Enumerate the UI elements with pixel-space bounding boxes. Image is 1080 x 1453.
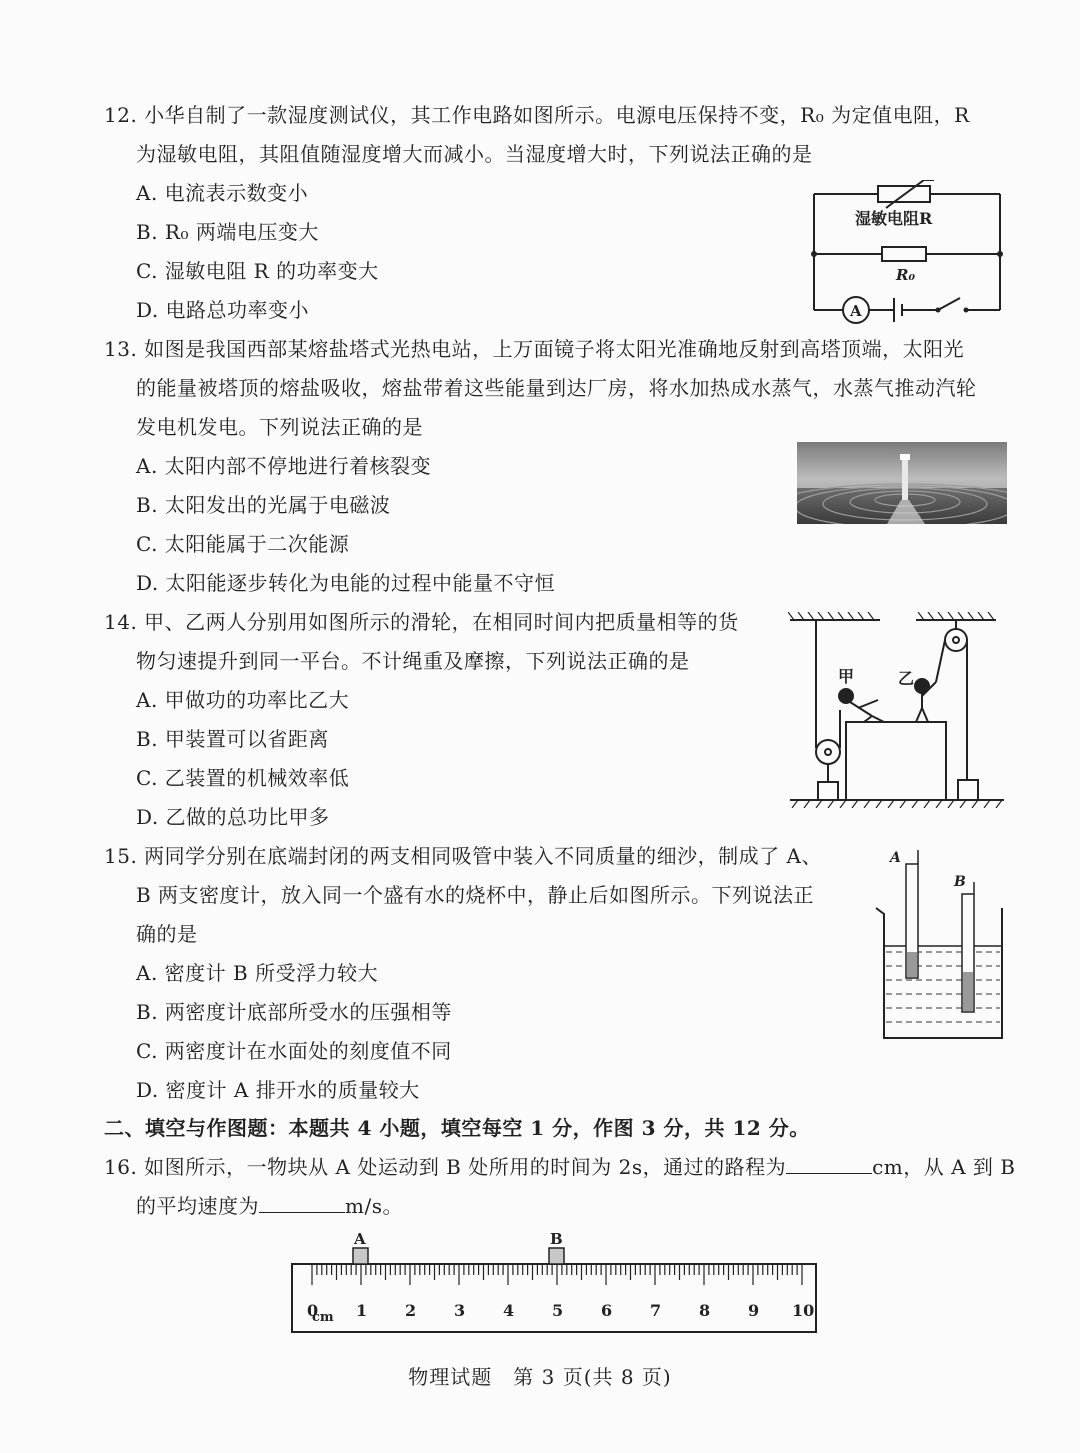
ruler-number: 4 xyxy=(503,1301,515,1320)
q16-ruler-diagram xyxy=(290,1228,820,1334)
q16-text-part2: cm，从 A 到 B xyxy=(872,1155,1016,1179)
q14-option-c: C. 乙装置的机械效率低 xyxy=(136,766,350,790)
q15-option-c: C. 两密度计在水面处的刻度值不同 xyxy=(136,1039,452,1063)
q15-beaker-diagram xyxy=(872,848,1012,1044)
ruler-number: 3 xyxy=(454,1301,466,1320)
q16-stem-line2 xyxy=(136,1192,403,1220)
q12-stem-line2: 为湿敏电阻，其阻值随湿度增大而减小。当湿度增大时，下列说法正确的是 xyxy=(136,142,813,166)
q15-option-b: B. 两密度计底部所受水的压强相等 xyxy=(136,1000,452,1024)
q16-blank-distance[interactable] xyxy=(786,1153,872,1174)
q13-solar-plant-photo xyxy=(797,442,1007,524)
q15-label-a: A xyxy=(890,850,901,866)
q12-label-r0: R₀ xyxy=(896,266,916,284)
page-footer: 物理试题 第 3 页(共 8 页) xyxy=(408,1365,672,1389)
q16-blank-speed[interactable] xyxy=(259,1192,345,1213)
block-b xyxy=(549,1248,564,1264)
q15-label-b: B xyxy=(954,874,966,890)
block-a-label: A xyxy=(354,1230,366,1248)
q12-option-b: B. R₀ 两端电压变大 xyxy=(136,220,319,244)
q12-option-c: C. 湿敏电阻 R 的功率变大 xyxy=(136,259,379,283)
q14-label-jia: 甲 xyxy=(838,667,855,686)
ruler-number: 6 xyxy=(601,1301,613,1320)
q16-text-part1: 16. 如图所示，一物块从 A 处运动到 B 处所用的时间为 2s，通过的路程为 xyxy=(104,1155,787,1179)
q12-label-humidity-resistor: 湿敏电阻R xyxy=(855,209,933,228)
q16-text-part3: 的平均速度为 xyxy=(136,1194,259,1218)
q12-circuit-diagram xyxy=(808,180,1008,330)
q14-option-a: A. 甲做功的功率比乙大 xyxy=(136,688,350,712)
q12-option-a: A. 电流表示数变小 xyxy=(136,181,309,205)
block-b-label: B xyxy=(550,1230,563,1248)
q14-stem-line1: 14. 甲、乙两人分别用如图所示的滑轮，在相同时间内把质量相等的货 xyxy=(104,610,739,634)
q12-stem-line1: 12. 小华自制了一款湿度测试仪，其工作电路如图所示。电源电压保持不变，R₀ 为定值电阻，R xyxy=(104,103,970,127)
q15-option-a: A. 密度计 B 所受浮力较大 xyxy=(136,961,379,985)
q16-stem-line1 xyxy=(104,1153,1015,1181)
q15-option-d: D. 密度计 A 排开水的质量较大 xyxy=(136,1078,420,1102)
q14-option-b: B. 甲装置可以省距离 xyxy=(136,727,329,751)
ruler-number: 7 xyxy=(650,1301,662,1320)
q14-stem-line2: 物匀速提升到同一平台。不计绳重及摩擦，下列说法正确的是 xyxy=(136,649,690,673)
ruler-number: 9 xyxy=(748,1301,760,1320)
ruler-unit-label: cm xyxy=(312,1310,334,1325)
ruler-number: 5 xyxy=(552,1301,564,1320)
ruler-number: 1 xyxy=(356,1301,368,1320)
q14-pulley-diagram xyxy=(788,612,1010,808)
q15-stem-line2: B 两支密度计，放入同一个盛有水的烧杯中，静止后如图所示。下列说法正 xyxy=(136,883,815,907)
q15-stem-line3: 确的是 xyxy=(136,922,198,946)
q12-option-d: D. 电路总功率变小 xyxy=(136,298,310,322)
block-a xyxy=(353,1248,368,1264)
q13-option-d: D. 太阳能逐步转化为电能的过程中能量不守恒 xyxy=(136,571,556,595)
ruler-number: 2 xyxy=(405,1301,417,1320)
ruler-number: 10 xyxy=(792,1301,815,1320)
section-2-heading: 二、填空与作图题：本题共 4 小题，填空每空 1 分，作图 3 分，共 12 分。 xyxy=(104,1116,810,1140)
q15-stem-line1: 15. 两同学分别在底端封闭的两支相同吸管中装入不同质量的细沙，制成了 A、 xyxy=(104,844,822,868)
q13-stem-line3: 发电机发电。下列说法正确的是 xyxy=(136,415,423,439)
q14-option-d: D. 乙做的总功比甲多 xyxy=(136,805,330,829)
ruler-number: 8 xyxy=(699,1301,711,1320)
q16-text-part4: m/s。 xyxy=(345,1194,403,1218)
q14-label-yi: 乙 xyxy=(898,669,915,688)
ruler-number: 0 xyxy=(307,1301,319,1320)
q13-option-c: C. 太阳能属于二次能源 xyxy=(136,532,350,556)
q13-stem-line1: 13. 如图是我国西部某熔盐塔式光热电站，上万面镜子将太阳光准确地反射到高塔顶端，太阳光 xyxy=(104,337,965,361)
q12-label-ammeter: A xyxy=(850,302,862,320)
q13-option-a: A. 太阳内部不停地进行着核裂变 xyxy=(136,454,432,478)
q13-option-b: B. 太阳发出的光属于电磁波 xyxy=(136,493,391,517)
q13-stem-line2: 的能量被塔顶的熔盐吸收，熔盐带着这些能量到达厂房，将水加热成水蒸气，水蒸气推动汽轮 xyxy=(136,376,977,400)
